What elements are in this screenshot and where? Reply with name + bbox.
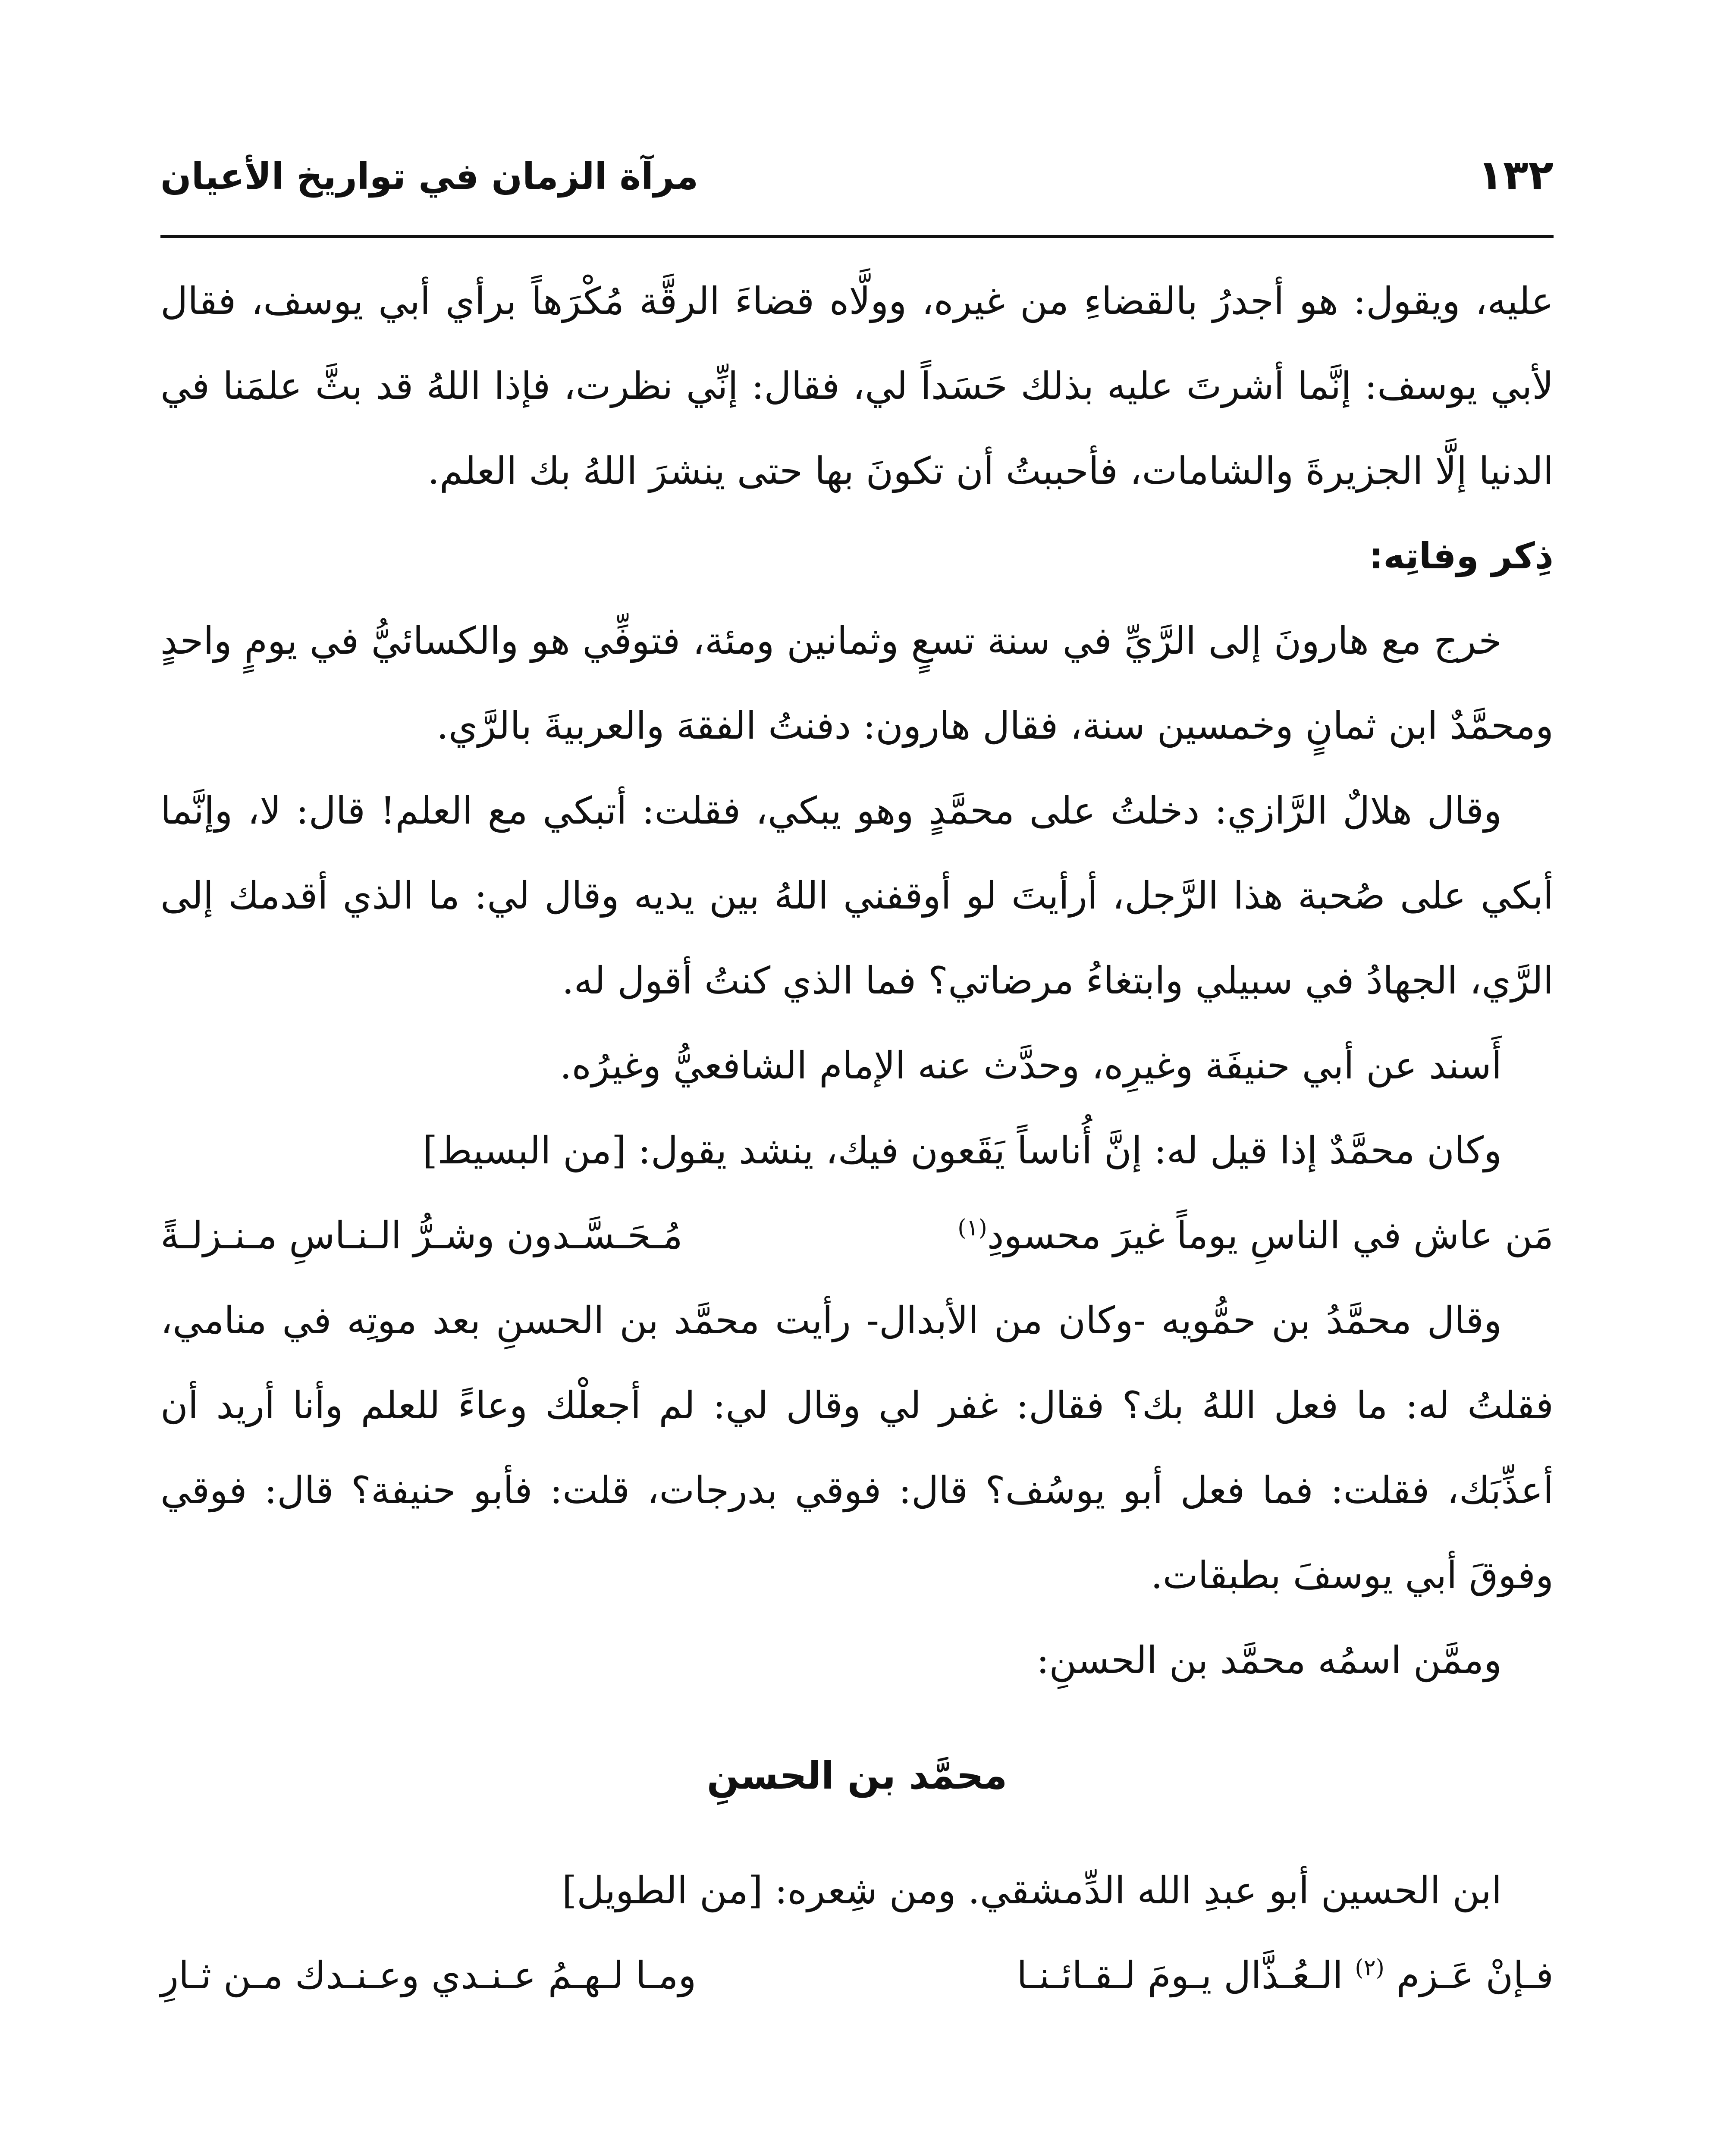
footnote-marker: (٢) — [1355, 1955, 1384, 1981]
main-text — [160, 259, 1554, 2018]
section-heading-death: ذِكر وفاتِه: — [1369, 535, 1554, 577]
verse-hemistich-second: مُـحَـسَّـدون وشـرُّ الـنـاسِ مـنـزلـةً — [160, 1213, 683, 1257]
verse-line — [160, 1193, 1554, 1278]
running-header — [160, 142, 1554, 220]
verse-hemistich-text: فـإنْ عَـزم — [1396, 1953, 1554, 1997]
verse-hemistich-text: مَن عاش في الناسِ يوماً غيرَ محسودِ — [987, 1213, 1554, 1257]
header-rule — [160, 235, 1554, 238]
footnote-marker: (١) — [957, 1215, 987, 1241]
paragraph: وقال محمَّدُ بن حمُّويه -وكان من الأبدال- رأيت محمَّد بن الحسنِ بعد موتِه في منامي، فقلتُ له: ما فعل اللهُ بك؟ فقال: غفر لي وقال لي: لم أجعلْك وعاءً للعلم وأنا أريد أن أعذِّبَك، فقلت: فما فعل أبو يوسُف؟ قال: فوقي بدرجات، قلت: فأبو حنيفة؟ قال: فوقي وفوقَ أبي يوسفَ بطبقات. — [160, 1298, 1554, 1597]
entry-heading: محمَّد بن الحسنِ — [706, 1753, 1008, 1798]
verse-line — [160, 1933, 1554, 2018]
verse-hemistich-first — [1017, 1933, 1554, 2018]
paragraph: أَسند عن أبي حنيفَة وغيرِه، وحدَّث عنه الإمام الشافعيُّ وغيرُه. — [559, 1044, 1502, 1087]
page-number: ١٣٢ — [1478, 151, 1554, 199]
paragraph: وكان محمَّدٌ إذا قيل له: إنَّ أُناساً يَقَعون فيك، ينشد يقول: [من البسيط] — [423, 1128, 1502, 1172]
running-title: مرآة الزمان في تواريخ الأعيان — [160, 155, 699, 197]
paragraph: وقال هلالٌ الرَّازي: دخلتُ على محمَّدٍ وهو يبكي، فقلت: أتبكي مع العلم! قال: لا، وإنَّما أبكي على صُحبة هذا الرَّجل، أرأيتَ لو أوقفني اللهُ بين يديه وقال لي: ما الذي أقدمك إلى الرَّي، الجهادُ في سبيلي وابتغاءُ مرضاتي؟ فما الذي كنتُ أقول له. — [160, 789, 1554, 1003]
verse-hemistich-text: الـعُـذَّال يـومَ لـقـائـنـا — [1017, 1953, 1343, 1997]
paragraph: عليه، ويقول: هو أجدرُ بالقضاءِ من غيره، وولَّاه قضاءَ الرقَّة مُكْرَهاً برأي أبي يوسف، فقال لأبي يوسف: إنَّما أشرتَ عليه بذلك حَسَداً لي، فقال: إنِّي نظرت، فإذا اللهُ قد بثَّ علمَنا في الدنيا إلَّا الجزيرةَ والشامات، فأحببتُ أن تكونَ بها حتى ينشرَ اللهُ بك العلم. — [160, 279, 1554, 493]
verse-hemistich-second: ومـا لـهـمُ عـنـدي وعـنـدك مـن ثـارِ — [160, 1953, 697, 1997]
verse-hemistich-first — [957, 1193, 1554, 1278]
paragraph: خرج مع هارونَ إلى الرَّيِّ في سنة تسعٍ وثمانين ومئة، فتوفِّي هو والكسائيُّ في يومٍ واحدٍ ومحمَّدٌ ابن ثمانٍ وخمسين سنة، فقال هارون: دفنتُ الفقهَ والعربيةَ بالرَّي. — [160, 619, 1554, 748]
paragraph: ابن الحسين أبو عبدِ الله الدِّمشقي. ومن شِعره: [من الطويل] — [562, 1868, 1502, 1912]
paragraph: وممَّن اسمُه محمَّد بن الحسنِ: — [1036, 1638, 1502, 1682]
